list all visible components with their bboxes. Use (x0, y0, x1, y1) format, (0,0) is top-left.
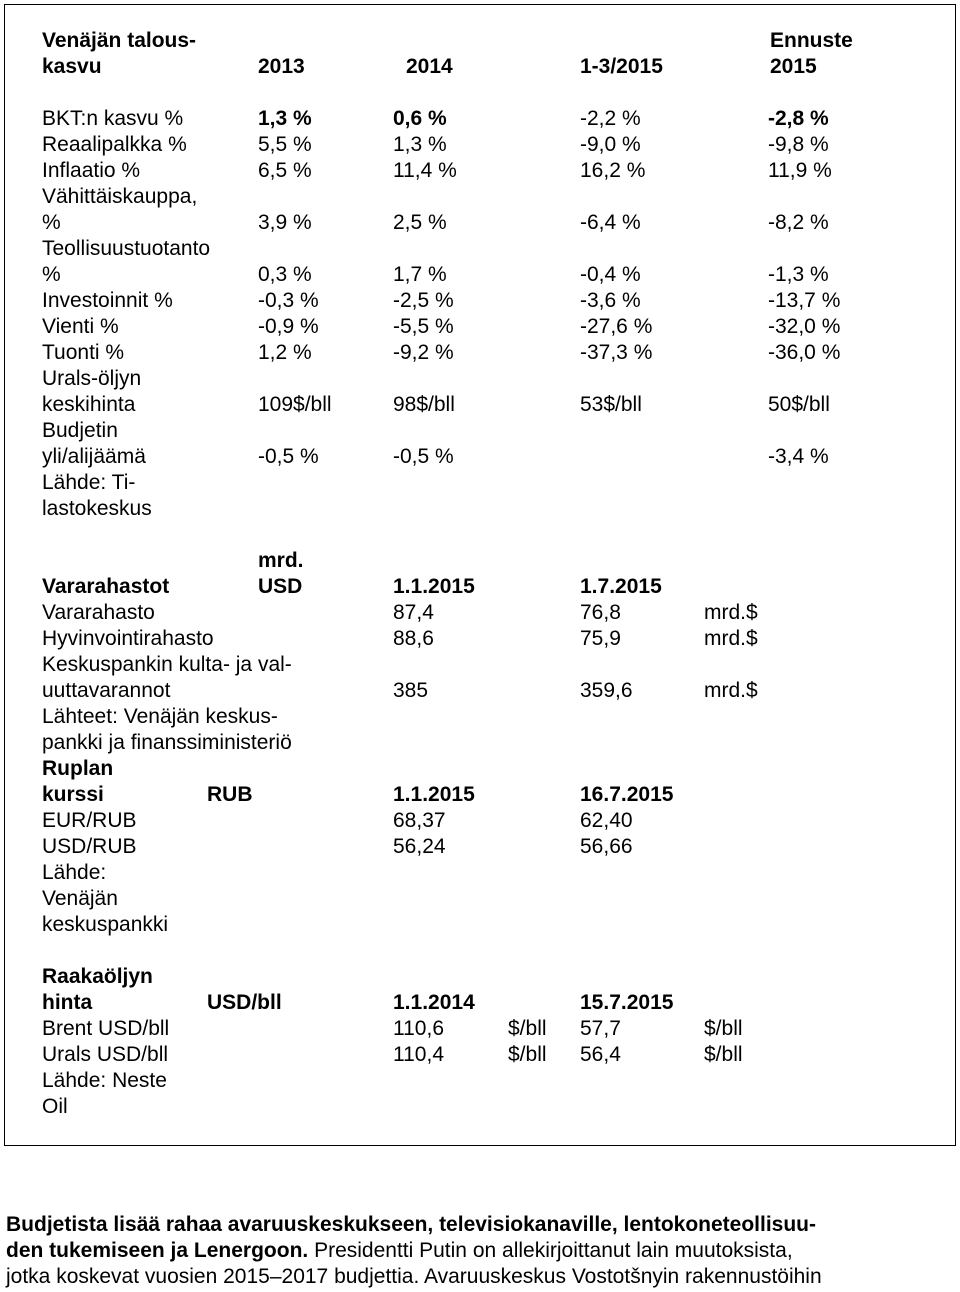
row-label-line2: keskihinta (42, 393, 136, 416)
cell-q1-2015: -27,6 % (580, 315, 653, 338)
row-label: Tuonti % (42, 341, 125, 364)
row-label: BKT:n kasvu % (42, 107, 184, 130)
row-label-line2: yli/alijäämä (42, 445, 146, 468)
row-label-line1: Budjetin (42, 419, 118, 442)
growth-source-line1: Lähde: Ti- (42, 471, 136, 494)
cell-unit1: $/bll (508, 1043, 547, 1066)
row-label: Urals USD/bll (42, 1043, 169, 1066)
row-label: Brent USD/bll (42, 1017, 170, 1040)
cell-forecast-2015: -32,0 % (768, 315, 841, 338)
row-label: USD/RUB (42, 835, 137, 858)
row-label-line2: % (42, 263, 61, 286)
col-header-forecast-line1: Ennuste (770, 29, 853, 52)
oil-source-line1: Lähde: Neste (42, 1069, 167, 1092)
ruble-title-line1: Ruplan (42, 757, 114, 780)
cell-forecast-2015: -8,2 % (768, 211, 829, 234)
cell-2013: 6,5 % (258, 159, 312, 182)
cell-forecast-2015: 50$/bll (768, 393, 830, 416)
reserves-source-line2: pankki ja finanssiministeriö (42, 731, 292, 754)
cell-date2: 76,8 (580, 601, 621, 624)
col-header-q1-2015: 1-3/2015 (580, 55, 663, 78)
oil-date1: 1.1.2014 (393, 991, 475, 1014)
cell-2013: 5,5 % (258, 133, 312, 156)
cell-forecast-2015: -2,8 % (768, 107, 829, 130)
cell-unit: mrd.$ (704, 601, 758, 624)
cell-2014: 1,3 % (393, 133, 447, 156)
cell-q1-2015: -0,4 % (580, 263, 641, 286)
cell-date1: 87,4 (393, 601, 434, 624)
cell-forecast-2015: -1,3 % (768, 263, 829, 286)
cell-unit: mrd.$ (704, 679, 758, 702)
cell-date1: 56,24 (393, 835, 446, 858)
growth-title-line1: Venäjän talous- (42, 29, 197, 52)
cell-2014: 2,5 % (393, 211, 447, 234)
cell-date2: 62,40 (580, 809, 633, 832)
cell-2014: -0,5 % (393, 445, 454, 468)
cell-2014: -9,2 % (393, 341, 454, 364)
ruble-source-line1: Lähde: (42, 861, 107, 884)
oil-date2: 15.7.2015 (580, 991, 674, 1014)
row-label: Vienti % (42, 315, 119, 338)
cell-2014: 1,7 % (393, 263, 447, 286)
row-label: Inflaatio % (42, 159, 141, 182)
cell-q1-2015: -37,3 % (580, 341, 653, 364)
col-header-forecast-line2: 2015 (770, 55, 817, 78)
article-line2 (6, 1238, 956, 1264)
cell-q1-2015: -6,4 % (580, 211, 641, 234)
oil-unit: USD/bll (207, 991, 282, 1014)
cell-2013: 109$/bll (258, 393, 332, 416)
ruble-title-line2: kurssi (42, 783, 104, 806)
cell-2013: -0,3 % (258, 289, 319, 312)
growth-source-line2: lastokeskus (42, 497, 152, 520)
cell-2013: 3,9 % (258, 211, 312, 234)
cell-forecast-2015: -3,4 % (768, 445, 829, 468)
cell-q1-2015: -2,2 % (580, 107, 641, 130)
row-label-line2: uuttavarannot (42, 679, 171, 702)
reserves-title: Vararahastot (42, 575, 170, 598)
cell-2013: 1,3 % (258, 107, 312, 130)
row-label: EUR/RUB (42, 809, 137, 832)
article-line2-bold: den tukemiseen ja Lenergoon. (6, 1239, 309, 1262)
cell-2014: -5,5 % (393, 315, 454, 338)
cell-q1-2015: -3,6 % (580, 289, 641, 312)
col-header-2013: 2013 (258, 55, 305, 78)
cell-date1: 110,6 (393, 1017, 444, 1040)
cell-date2: 75,9 (580, 627, 621, 650)
row-label-line1: Teollisuustuotanto (42, 237, 211, 260)
row-label: Reaalipalkka % (42, 133, 187, 156)
ruble-unit: RUB (207, 783, 253, 806)
row-label-line1: Keskuspankin kulta- ja val- (42, 653, 292, 676)
row-label: Investoinnit % (42, 289, 173, 312)
cell-unit2: $/bll (704, 1017, 743, 1040)
col-header-2014: 2014 (406, 55, 453, 78)
cell-2013: -0,5 % (258, 445, 319, 468)
row-label-line1: Urals-öljyn (42, 367, 142, 390)
cell-forecast-2015: -9,8 % (768, 133, 829, 156)
row-label-line1: Vähittäiskauppa, (42, 185, 198, 208)
ruble-date1: 1.1.2015 (393, 783, 475, 806)
oil-title-line1: Raakaöljyn (42, 965, 153, 988)
cell-date1: 88,6 (393, 627, 434, 650)
cell-q1-2015: 53$/bll (580, 393, 642, 416)
oil-source-line2: Oil (42, 1095, 68, 1118)
cell-forecast-2015: 11,9 % (768, 159, 832, 182)
cell-date1: 385 (393, 679, 429, 702)
cell-2014: 11,4 % (393, 159, 457, 182)
article-line3: jotka koskevat vuosien 2015–2017 budjettia. Avaruuskeskus Vostotšnyin rakennustöihin (6, 1265, 822, 1288)
row-label: Vararahasto (42, 601, 155, 624)
cell-2014: -2,5 % (393, 289, 454, 312)
cell-q1-2015: 16,2 % (580, 159, 646, 182)
article-line1: Budjetista lisää rahaa avaruuskeskukseen, televisiokanaville, lentokoneteollisuu- (6, 1213, 817, 1236)
cell-date1: 110,4 (393, 1043, 444, 1066)
ruble-date2: 16.7.2015 (580, 783, 674, 806)
cell-unit: mrd.$ (704, 627, 758, 650)
cell-2013: -0,9 % (258, 315, 319, 338)
cell-2013: 1,2 % (258, 341, 312, 364)
reserves-unit-line2: USD (258, 575, 303, 598)
cell-date1: 68,37 (393, 809, 446, 832)
cell-q1-2015: -9,0 % (580, 133, 641, 156)
ruble-source-line3: keskuspankki (42, 913, 169, 936)
cell-forecast-2015: -13,7 % (768, 289, 841, 312)
cell-unit2: $/bll (704, 1043, 743, 1066)
growth-title-line2: kasvu (42, 55, 102, 78)
reserves-date2: 1.7.2015 (580, 575, 662, 598)
cell-date2: 359,6 (580, 679, 633, 702)
row-label-line2: % (42, 211, 61, 234)
cell-date2: 57,7 (580, 1017, 621, 1040)
ruble-source-line2: Venäjän (42, 887, 118, 910)
reserves-unit-line1: mrd. (258, 549, 304, 572)
reserves-source-line1: Lähteet: Venäjän keskus- (42, 705, 278, 728)
cell-2014: 98$/bll (393, 393, 455, 416)
cell-forecast-2015: -36,0 % (768, 341, 841, 364)
cell-2014: 0,6 % (393, 107, 447, 130)
cell-unit1: $/bll (508, 1017, 547, 1040)
reserves-date1: 1.1.2015 (393, 575, 475, 598)
article-line2-regular: Presidentti Putin on allekirjoittanut lain muutoksista, (308, 1239, 793, 1262)
cell-2013: 0,3 % (258, 263, 312, 286)
row-label: Hyvinvointirahasto (42, 627, 214, 650)
cell-date2: 56,4 (580, 1043, 621, 1066)
cell-date2: 56,66 (580, 835, 633, 858)
oil-title-line2: hinta (42, 991, 93, 1014)
